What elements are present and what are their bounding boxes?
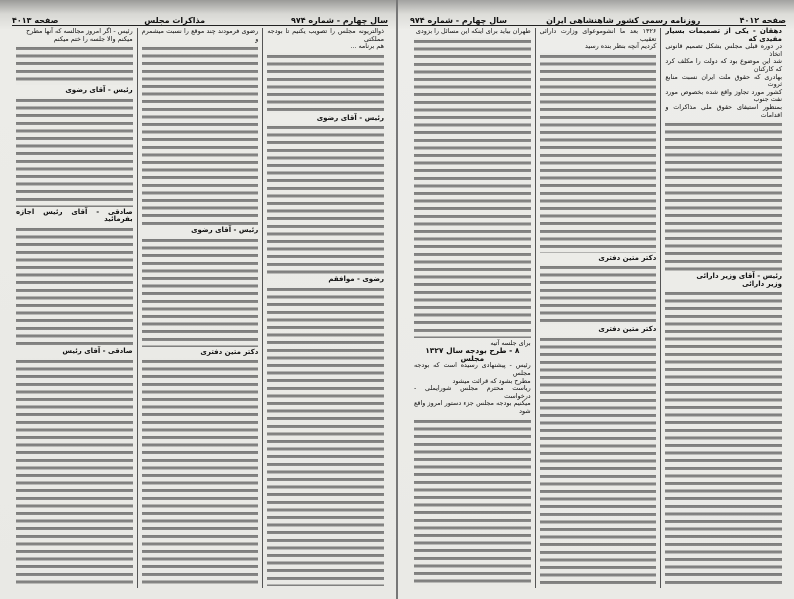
text-line: ریاست محترم مجلس شورایملی - درخواست <box>413 384 531 400</box>
text-line: در دوره قبلی مجلس بشکل تصمیم قانونی اتخاذ <box>665 42 782 58</box>
column <box>660 28 786 588</box>
section-title: مذاکرات مجلس <box>144 15 206 25</box>
column <box>12 28 137 588</box>
text-line: کردیم آنچه بنظر بنده رسید <box>585 42 657 51</box>
text-line: رضوی فرمودند چند موقع را نسبت میشمرم و <box>141 27 259 43</box>
text-line: کشور مورد تجاوز واقع شده بخصوص مورد نفت جنوب <box>665 87 782 104</box>
speaker-line: صادقی - آقای رئیس <box>62 346 133 355</box>
header-rule <box>12 25 388 26</box>
right-page <box>398 0 794 599</box>
speaker-line: دکتر متین دفتری <box>200 347 259 356</box>
column <box>262 28 388 588</box>
text-block <box>16 226 133 346</box>
text-line: بهادری که حقوق ملت ایران نسبت منابع ثروت <box>665 72 782 89</box>
text-block <box>16 358 133 586</box>
text-line: طهران بیاید برای اینکه این مسائل را بزودی <box>415 27 531 35</box>
text-block <box>16 45 133 85</box>
text-block <box>540 336 657 586</box>
text-line: ۱۳۲۶ بعد ما انشوموعوای وزارت دارائی تعقیب <box>539 27 657 43</box>
text-line: میکنیم بودجه مجلس جزء دستور امروز واقع شود <box>413 399 531 415</box>
speaker-line: رئیس - آقای وزیر دارائی <box>696 272 782 281</box>
text-line: رئیس - اگر امروز مجالسه که آنها مطرح <box>26 27 133 35</box>
text-block <box>16 97 133 207</box>
text-line: مطرح بشود که قرائت میشود <box>452 376 531 385</box>
text-block <box>540 264 657 324</box>
text-block <box>414 38 531 338</box>
column <box>410 28 535 588</box>
text-block <box>540 53 657 253</box>
section-heading: ۸ - طرح بودجه سال ۱۳۲۷ مجلس <box>425 346 520 363</box>
issue-number: سال چهارم - شماره ۹۷۴ <box>290 15 388 25</box>
text-block <box>414 418 531 586</box>
speaker-line: دکتر متین دفتری <box>598 325 657 334</box>
page-number: صفحه ۴۰۱۲ <box>739 15 786 25</box>
speaker-line: رئیس - آقای رضوی <box>65 86 133 95</box>
speaker-line: صادقی - آقای رئیس اجازه بفرمائید <box>15 207 133 224</box>
speaker-line: رئیس - آقای رضوی <box>316 113 384 122</box>
text-line: ذوالتریونه مجلس را تصویب یکنیم تا بودجه مملکتی <box>267 27 384 43</box>
text-line: میکنم والا جلسه را ختم میکنم <box>53 34 133 43</box>
newspaper-title: روزنامه رسمی کشور شاهنشاهی ایران <box>546 15 701 25</box>
speaker-line: رضوی - موافقم <box>328 275 384 284</box>
text-block <box>142 237 259 347</box>
text-line: رئیس - پیشنهادی رسیده است که بودجه مجلس <box>413 361 531 377</box>
text-block <box>267 53 384 113</box>
speaker-line: دهقان - یکی از تصمیمات بسیار مفیدی که <box>665 27 782 43</box>
text-line: برای جلسه آتیه <box>490 338 531 347</box>
text-block <box>142 45 259 225</box>
text-block <box>665 290 782 586</box>
text-block <box>267 124 384 274</box>
speaker-line: دکتر متین دفتری <box>598 253 657 262</box>
text-block <box>665 121 782 271</box>
left-page <box>0 0 396 599</box>
column <box>535 28 661 588</box>
speaker-line: وزیر دارائی <box>742 279 782 288</box>
text-line: شد این موضوع بود که دولت را مکلف کرد که کارکنان <box>665 57 782 73</box>
header-rule <box>410 25 786 26</box>
text-block <box>142 358 259 586</box>
text-line: بمنظور استیفای حقوق ملی مذاکرات و اقدامات <box>665 102 782 119</box>
issue-number: سال چهارم - شماره ۹۷۴ <box>410 15 508 25</box>
text-line: هم برنامه ... <box>350 42 384 51</box>
speaker-line: رئیس - آقای رضوی <box>191 226 259 235</box>
column <box>137 28 263 588</box>
page-number: صفحه ۴۰۱۳ <box>12 15 59 25</box>
text-block <box>267 286 384 586</box>
